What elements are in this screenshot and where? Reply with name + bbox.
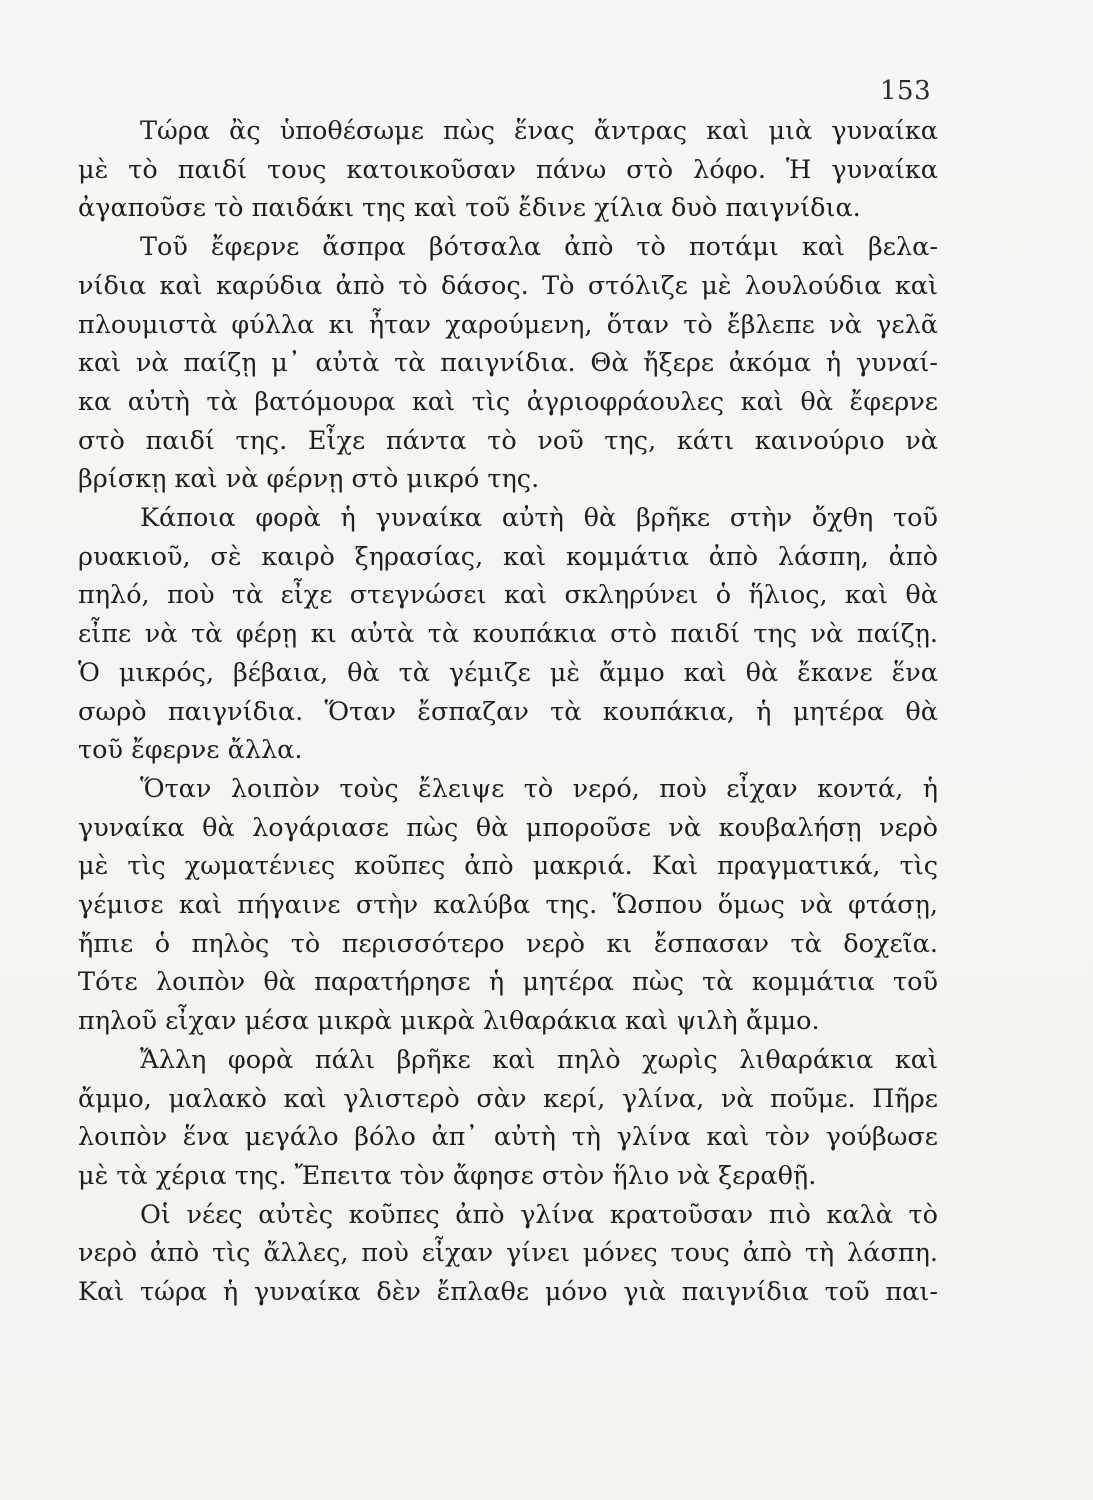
text-line: στὸ παιδί της. Εἶχε πάντα τὸ νοῦ της, κάτι καινούριο νὰ xyxy=(78,425,938,456)
text-line: πηλοῦ εἶχαν μέσα μικρὰ μικρὰ λιθαράκια καὶ ψιλὴ ἄμμο. xyxy=(78,1006,820,1037)
text-line: Τότε λοιπὸν θὰ παρατήρησε ἡ μητέρα πὼς τὰ κομμάτια τοῦ xyxy=(78,967,938,998)
text-line: νίδια καὶ καρύδια ἀπὸ τὸ δάσος. Τὸ στόλιζε μὲ λουλούδια καὶ xyxy=(78,270,938,301)
text-line: κα αὐτὴ τὰ βατόμουρα καὶ τὶς ἀγριοφράουλες καὶ θὰ ἔφερνε xyxy=(78,386,938,417)
text-line: Ὅταν λοιπὸν τοὺς ἔλειψε τὸ νερό, ποὺ εἶχαν κοντά, ἡ xyxy=(140,773,938,804)
text-line: γέμισε καὶ πήγαινε στὴν καλύβα της. Ὥσπου ὅμως νὰ φτάσῃ, xyxy=(78,890,938,921)
text-line: λοιπὸν ἕνα μεγάλο βόλο ἀπ᾿ αὐτὴ τὴ γλίνα καὶ τὸν γούβωσε xyxy=(78,1122,938,1153)
text-line: Καὶ τώρα ἡ γυναίκα δὲν ἔπλαθε μόνο γιὰ παιγνίδια τοῦ παι- xyxy=(78,1277,938,1308)
text-line: πηλό, ποὺ τὰ εἶχε στεγνώσει καὶ σκληρύνει ὁ ἥλιος, καὶ θὰ xyxy=(78,580,938,611)
text-line: ἤπιε ὁ πηλὸς τὸ περισσότερο νερὸ κι ἔσπασαν τὰ δοχεῖα. xyxy=(78,928,938,959)
text-line: εἶπε νὰ τὰ φέρῃ κι αὐτὰ τὰ κουπάκια στὸ παιδί της νὰ παίζῃ. xyxy=(78,619,938,650)
text-line: Κάποια φορὰ ἡ γυναίκα αὐτὴ θὰ βρῆκε στὴν ὄχθη τοῦ xyxy=(140,503,938,534)
text-line: τοῦ ἔφερνε ἄλλα. xyxy=(78,735,303,766)
page-number: 153 xyxy=(880,76,932,106)
text-line: σωρὸ παιγνίδια. Ὅταν ἔσπαζαν τὰ κουπάκια, ἡ μητέρα θὰ xyxy=(78,696,938,727)
text-line: νερὸ ἀπὸ τὶς ἄλλες, ποὺ εἶχαν γίνει μόνες τους ἀπὸ τὴ λάσπη. xyxy=(78,1238,938,1269)
text-line: Τοῦ ἔφερνε ἄσπρα βότσαλα ἀπὸ τὸ ποτάμι καὶ βελα- xyxy=(140,232,938,263)
text-line: μὲ τὸ παιδί τους κατοικοῦσαν πάνω στὸ λόφο. Ἡ γυναίκα xyxy=(78,154,938,185)
text-line: μὲ τὰ χέρια της. Ἔπειτα τὸν ἄφησε στὸν ἥλιο νὰ ξεραθῇ. xyxy=(78,1160,817,1191)
text-line: γυναίκα θὰ λογάριασε πὼς θὰ μποροῦσε νὰ κουβαλήσῃ νερὸ xyxy=(78,812,938,843)
text-line: βρίσκῃ καὶ νὰ φέρνῃ στὸ μικρό της. xyxy=(78,464,540,495)
text-line: ἄμμο, μαλακὸ καὶ γλιστερὸ σὰν κερί, γλίνα, νὰ ποῦμε. Πῆρε xyxy=(78,1083,938,1114)
text-line: Τώρα ἂς ὑποθέσωμε πὼς ἕνας ἄντρας καὶ μιὰ γυναίκα xyxy=(140,116,938,146)
text-line: καὶ νὰ παίζῃ μ᾿ αὐτὰ τὰ παιγνίδια. Θὰ ἤξερε ἀκόμα ἡ γυναί- xyxy=(78,348,938,379)
text-line: ρυακιοῦ, σὲ καιρὸ ξηρασίας, καὶ κομμάτια ἀπὸ λάσπη, ἀπὸ xyxy=(78,541,938,572)
text-line: Οἱ νέες αὐτὲς κοῦπες ἀπὸ γλίνα κρατοῦσαν πιὸ καλὰ τὸ xyxy=(140,1199,938,1230)
text-line: πλουμιστὰ φύλλα κι ἦταν χαρούμενη, ὅταν τὸ ἔβλεπε νὰ γελᾶ xyxy=(78,309,938,340)
text-line: Ἄλλη φορὰ πάλι βρῆκε καὶ πηλὸ χωρὶς λιθαράκια καὶ xyxy=(140,1044,938,1075)
text-line: ἀγαποῦσε τὸ παιδάκι της καὶ τοῦ ἔδινε χίλια δυὸ παιγνίδια. xyxy=(78,193,861,224)
text-line: μὲ τὶς χωματένιες κοῦπες ἀπὸ μακριά. Καὶ πραγματικά, τὶς xyxy=(78,851,938,882)
body-text xyxy=(78,112,938,1312)
text-line: Ὁ μικρός, βέβαια, θὰ τὰ γέμιζε μὲ ἄμμο καὶ θὰ ἔκανε ἕνα xyxy=(78,657,938,688)
